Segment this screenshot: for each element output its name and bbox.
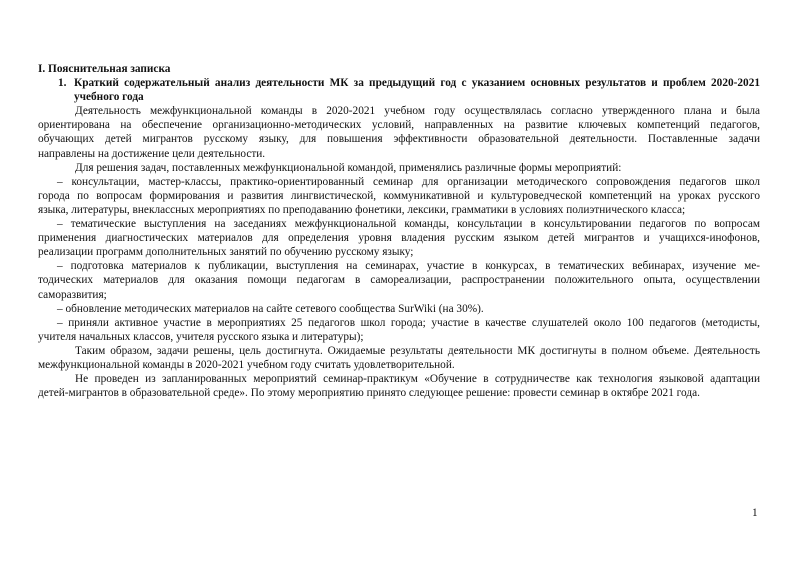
paragraph-line: направлены на достижение цели деятельности. — [38, 147, 266, 160]
paragraph-line: саморазвития; — [38, 288, 107, 301]
list-item-participation — [38, 316, 760, 344]
paragraph-line: – обновление методических материалов на сайте сетевого сообщества SurWiki (на 30%). — [57, 302, 484, 315]
paragraph-line: Не проведен из запланированных мероприятий семинар-практикум «Обучение в сотрудничестве как технология языковой адаптации — [75, 373, 760, 386]
paragraph-line: ориентирована на обеспечение организационно-методических условий, направленных на развитие ключевых компетенций педагогов, — [38, 119, 760, 132]
paragraph-line: Деятельность межфункциональной команды в 2020-2021 учебном году осуществлялась согласно утвержденного плана и была — [75, 105, 760, 118]
section-title: I. Пояснительная записка — [38, 63, 171, 75]
item-heading-text — [74, 76, 760, 104]
paragraph-line: детей-мигрантов в образовательной среде». По этому мероприятию принято следующее решение: провести семинар в октябре 2021 года. — [38, 387, 700, 400]
paragraph-line: Таким образом, задачи решены, цель достигнута. Ожидаемые результаты деятельности МК достигнуты в полном объеме. Деятельность — [75, 344, 760, 357]
paragraph-line: учителя начальных классов, учителя русского языка и литературы); — [38, 330, 364, 343]
item-number: 1. — [58, 77, 67, 90]
paragraph-intro — [38, 104, 760, 160]
paragraph-line: обучающих детей мигрантов русскому языку, для повышения эффективности образовательной деятельности. Поставленные задачи — [38, 133, 760, 146]
paragraph-line: – подготовка материалов к публикации, выступления на семинарах, участие в конкурсах, в тематических вебинарах, изучение ме- — [57, 260, 760, 273]
paragraph-line: реализации программ дополнительных занятий по обучению русскому языку; — [38, 246, 414, 259]
paragraph-line: применения диагностических материалов для определения уровня владения русским языком детей мигрантов и учащихся-инофонов, — [38, 232, 760, 245]
paragraph-line: – приняли активное участие в мероприятиях 25 педагогов школ города; участие в качестве слушателей около 100 педагогов (методисты, — [57, 316, 760, 329]
list-item-thematic — [38, 217, 760, 259]
paragraph-line: – консультации, мастер-классы, практико-ориентированный семинар для организации методического сопровождения педагогов школ — [57, 175, 760, 188]
heading-line: учебного года — [74, 91, 144, 104]
document-body — [38, 62, 760, 400]
list-item-publications — [38, 259, 760, 301]
paragraph-line: тодических материалов для оказания помощи педагогам в самореализации, распространении положительного опыта, осуществлении — [38, 274, 760, 287]
paragraph-line: – тематические выступления на заседаниях межфункциональной команды, консультации в консультировании педагогов по вопросам — [57, 218, 760, 231]
paragraph-line: Для решения задач, поставленных межфункциональной командой, применялись различные формы мероприятий: — [75, 161, 622, 174]
list-item-consultations — [38, 175, 760, 217]
paragraph-line: города по вопросам формирования и развития лингвистической, коммуникативной и культуроведческой компетенций на уроках русского — [38, 189, 760, 202]
paragraph-not-held — [38, 372, 760, 400]
paragraph-line: межфункциональной команды в 2020-2021 учебном году считать удовлетворительной. — [38, 358, 455, 371]
paragraph-line: языка, литературы, внеклассных мероприятиях по преподаванию фонетики, лексики, грамматики в условиях полиэтнического класса; — [38, 203, 686, 216]
paragraph-forms-intro — [38, 161, 760, 175]
page-number: 1 — [752, 507, 758, 519]
heading-line: Краткий содержательный анализ деятельности МК за предыдущий год с указанием основных результатов и проблем 2020-2021 — [74, 77, 760, 90]
paragraph-conclusion — [38, 344, 760, 372]
list-item-surwiki — [38, 302, 760, 316]
item-heading — [38, 76, 760, 104]
